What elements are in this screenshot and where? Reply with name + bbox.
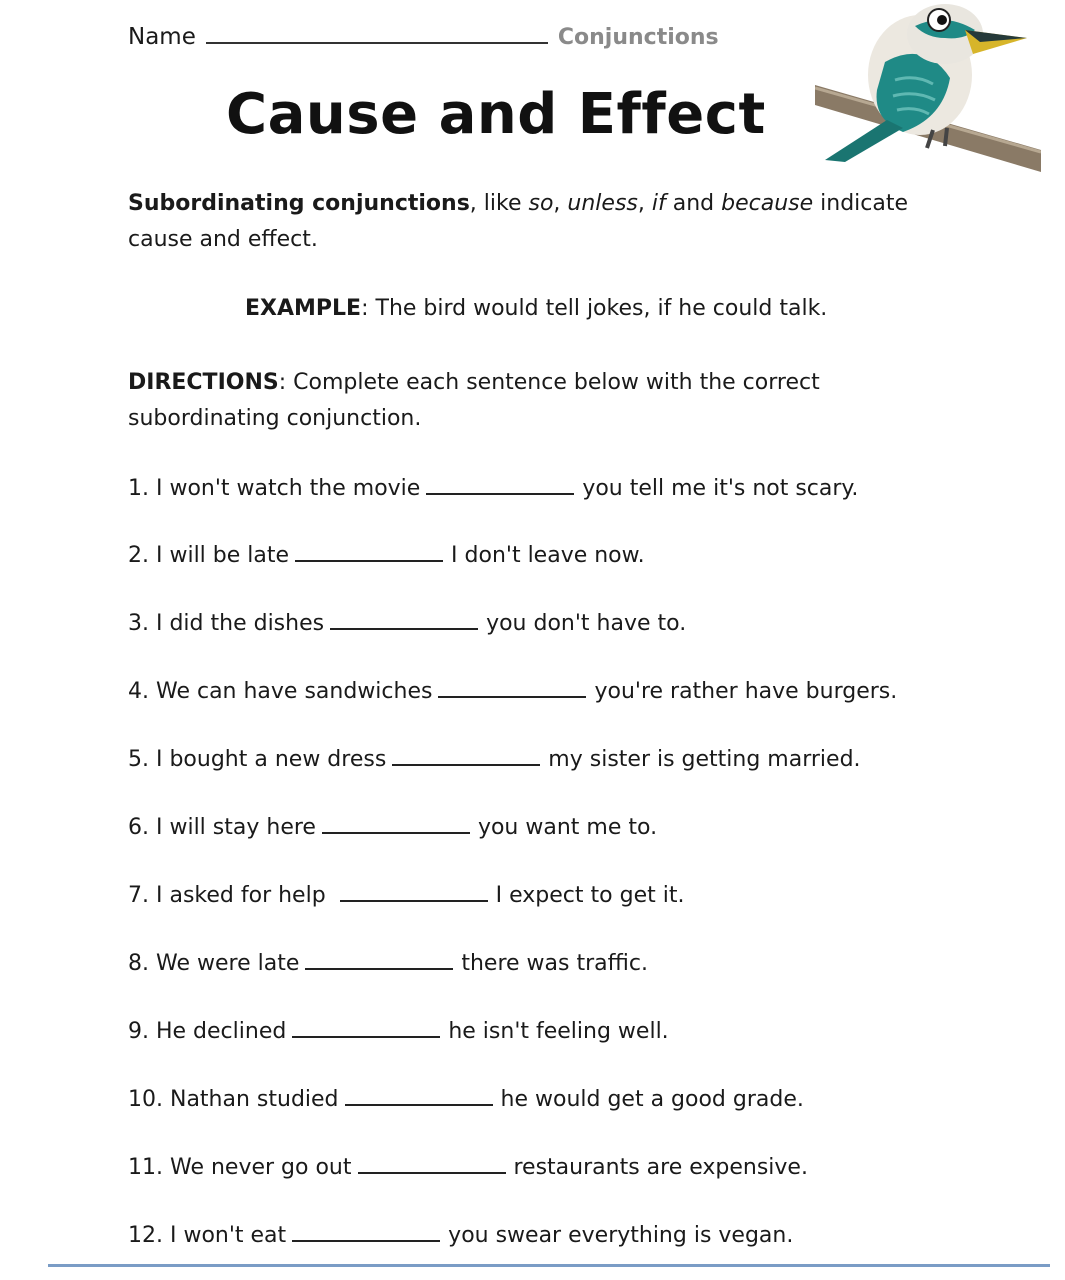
question-8 bbox=[128, 950, 648, 976]
question-text-end: you tell me it's not scary. bbox=[582, 476, 859, 501]
intro-sep: and bbox=[665, 191, 722, 216]
question-text: 7. I asked for help bbox=[128, 883, 326, 908]
question-text: 4. We can have sandwiches bbox=[128, 679, 433, 704]
question-text: 5. I bought a new dress bbox=[128, 747, 387, 772]
intro-paragraph bbox=[128, 186, 968, 258]
intro-sep: , bbox=[637, 191, 652, 216]
answer-blank[interactable] bbox=[345, 1086, 493, 1106]
question-3 bbox=[128, 610, 686, 636]
answer-blank[interactable] bbox=[426, 475, 574, 495]
question-1 bbox=[128, 475, 858, 501]
question-text-end: restaurants are expensive. bbox=[513, 1155, 808, 1180]
example-label: EXAMPLE bbox=[245, 296, 362, 321]
name-row bbox=[128, 22, 719, 50]
question-text: 11. We never go out bbox=[128, 1155, 352, 1180]
answer-blank[interactable] bbox=[305, 950, 453, 970]
question-text-end: I don't leave now. bbox=[451, 543, 645, 568]
question-text-end: you swear everything is vegan. bbox=[448, 1223, 794, 1248]
question-text: 9. He declined bbox=[128, 1019, 287, 1044]
intro-example-unless: unless bbox=[567, 191, 638, 216]
question-2 bbox=[128, 542, 645, 568]
answer-blank[interactable] bbox=[292, 1018, 440, 1038]
question-text-end: you don't have to. bbox=[486, 611, 687, 636]
directions bbox=[128, 365, 928, 437]
bottom-divider bbox=[48, 1264, 1050, 1267]
question-10 bbox=[128, 1086, 804, 1112]
question-text-end: he isn't feeling well. bbox=[448, 1019, 669, 1044]
question-text: 1. I won't watch the movie bbox=[128, 476, 421, 501]
question-12 bbox=[128, 1222, 793, 1248]
question-text-end: you want me to. bbox=[477, 815, 658, 840]
question-11 bbox=[128, 1154, 808, 1180]
question-text: 8. We were late bbox=[128, 951, 300, 976]
question-text: 2. I will be late bbox=[128, 543, 290, 568]
directions-label: DIRECTIONS bbox=[128, 370, 279, 395]
question-4 bbox=[128, 678, 897, 704]
answer-blank[interactable] bbox=[358, 1154, 506, 1174]
answer-blank[interactable] bbox=[295, 542, 443, 562]
directions-text: : Complete each sentence below with the correct subordinating conjunction. bbox=[128, 370, 820, 431]
example-text: : The bird would tell jokes, if he could talk. bbox=[361, 296, 828, 321]
answer-blank[interactable] bbox=[322, 814, 470, 834]
intro-example-because: because bbox=[721, 191, 814, 216]
answer-blank[interactable] bbox=[392, 746, 540, 766]
answer-blank[interactable] bbox=[438, 678, 586, 698]
question-text-end: my sister is getting married. bbox=[548, 747, 861, 772]
question-text-end: I expect to get it. bbox=[495, 883, 685, 908]
question-text: 6. I will stay here bbox=[128, 815, 316, 840]
kingfisher-illustration bbox=[815, 0, 1041, 176]
question-text: 12. I won't eat bbox=[128, 1223, 287, 1248]
question-text-end: he would get a good grade. bbox=[500, 1087, 804, 1112]
question-7 bbox=[128, 882, 684, 908]
question-text-end: you're rather have burgers. bbox=[594, 679, 898, 704]
intro-example-if: if bbox=[651, 191, 666, 216]
question-text: 3. I did the dishes bbox=[128, 611, 325, 636]
example-line bbox=[245, 296, 827, 321]
intro-text-end: indicate cause and effect. bbox=[128, 191, 916, 252]
intro-sep: , bbox=[553, 191, 568, 216]
name-label: Name bbox=[128, 24, 196, 50]
page-title: Cause and Effect bbox=[226, 82, 766, 147]
question-text-end: there was traffic. bbox=[461, 951, 648, 976]
name-field[interactable] bbox=[206, 22, 548, 44]
intro-bold-term: Subordinating conjunctions bbox=[128, 191, 470, 216]
answer-blank[interactable] bbox=[292, 1222, 440, 1242]
topic-label: Conjunctions bbox=[557, 25, 719, 50]
question-5 bbox=[128, 746, 861, 772]
question-6 bbox=[128, 814, 657, 840]
intro-example-so: so bbox=[528, 191, 554, 216]
answer-blank[interactable] bbox=[340, 882, 488, 902]
question-text: 10. Nathan studied bbox=[128, 1087, 339, 1112]
question-9 bbox=[128, 1018, 669, 1044]
answer-blank[interactable] bbox=[330, 610, 478, 630]
intro-text: , like bbox=[469, 191, 529, 216]
